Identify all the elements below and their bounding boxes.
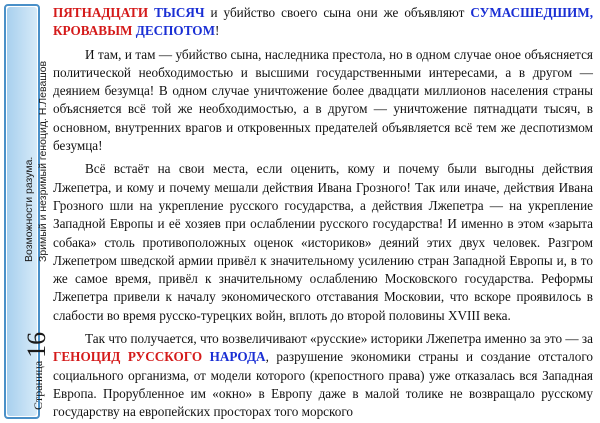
page-number-block — [22, 332, 52, 410]
book-title-block — [22, 61, 50, 262]
paragraph-3: Всё встаёт на свои места, если оценить, кому и почему были выгодны действия Лжепетра, и кому и почему мешали действия Ивана Грозного! Так или иначе, действия Ивана Грозного шли на укрепление русского государства, а действия Лжепетра — на укрепление Западной Европы и её хозяев при ослаблении русского государства! И именно в этом «зарыта собака» столь противоположных оценок «историков» деяний этих двух человек. Разгром Лжепетром шведской армии привёл к значительному усилению стран Западной Европы и, в то же самое время, привёл к значительному ослаблению Московского государства. Реформы Лжепетра привели к началу экономического отставания Московии, что вскоре проявилось в слабости во время русско-турецких войн, вплоть до второй половины XVIII века. — [53, 161, 593, 323]
book-subtitle: Зримый и незримый геноцид. Н.Левашов — [37, 60, 49, 262]
emphasis-red: ГЕНОЦИД — [53, 349, 121, 365]
emphasis-blue: СУМАСШЕДШИМ, — [470, 5, 594, 20]
emphasis-red: КРОВАВЫМ — [53, 23, 133, 39]
paragraph-2: И там, и там — убийство сына, наследника престола, но в одном случае оное объясняется политической необходимостью и высшими государственными интересами, а в другом — деянием безумца! В одном случае уничтожение более двадцати миллионов населения страны объясняется всё той же необходимостью, а в другом — уничтожение пятнадцати тысяч, в основном, внутренних врагов и откровенных предателей объявляется всё тем же деспотизмом безумца! — [53, 46, 593, 154]
text-run: , разрушение экономики страны и создание отсталого социального организма, от модели которого (крепостного права) уже отказалась вся Западная Европа. Прорубленное им «окно» в Европу даже в малой толике не возвращало русскому государству на европейских просторах того морского — [53, 349, 594, 420]
text-run — [202, 349, 210, 364]
emphasis-blue: ДЕСПОТОМ — [135, 23, 216, 39]
page-sidebar — [0, 0, 51, 423]
emphasis-red: РУССКОГО — [127, 349, 203, 365]
paragraph-4 — [53, 330, 593, 421]
emphasis-blue: НАРОДА — [209, 349, 266, 365]
page-body — [53, 4, 593, 423]
book-title: Возможности разума. — [23, 156, 35, 262]
paragraph-1 — [53, 4, 593, 41]
page-label: Страница — [31, 360, 45, 410]
emphasis-red: ПЯТНАДЦАТИ — [53, 5, 149, 20]
emphasis-blue: ТЫСЯЧ — [154, 5, 205, 20]
page-number: 16 — [22, 331, 51, 358]
text-run: ! — [215, 23, 220, 39]
text-run: Так что получается, что возвеличивают «русские» историки Лжепетра именно за это — за — [85, 331, 593, 347]
text-run: и убийство своего сына они же объявляют — [204, 5, 471, 20]
text-run — [120, 349, 128, 364]
